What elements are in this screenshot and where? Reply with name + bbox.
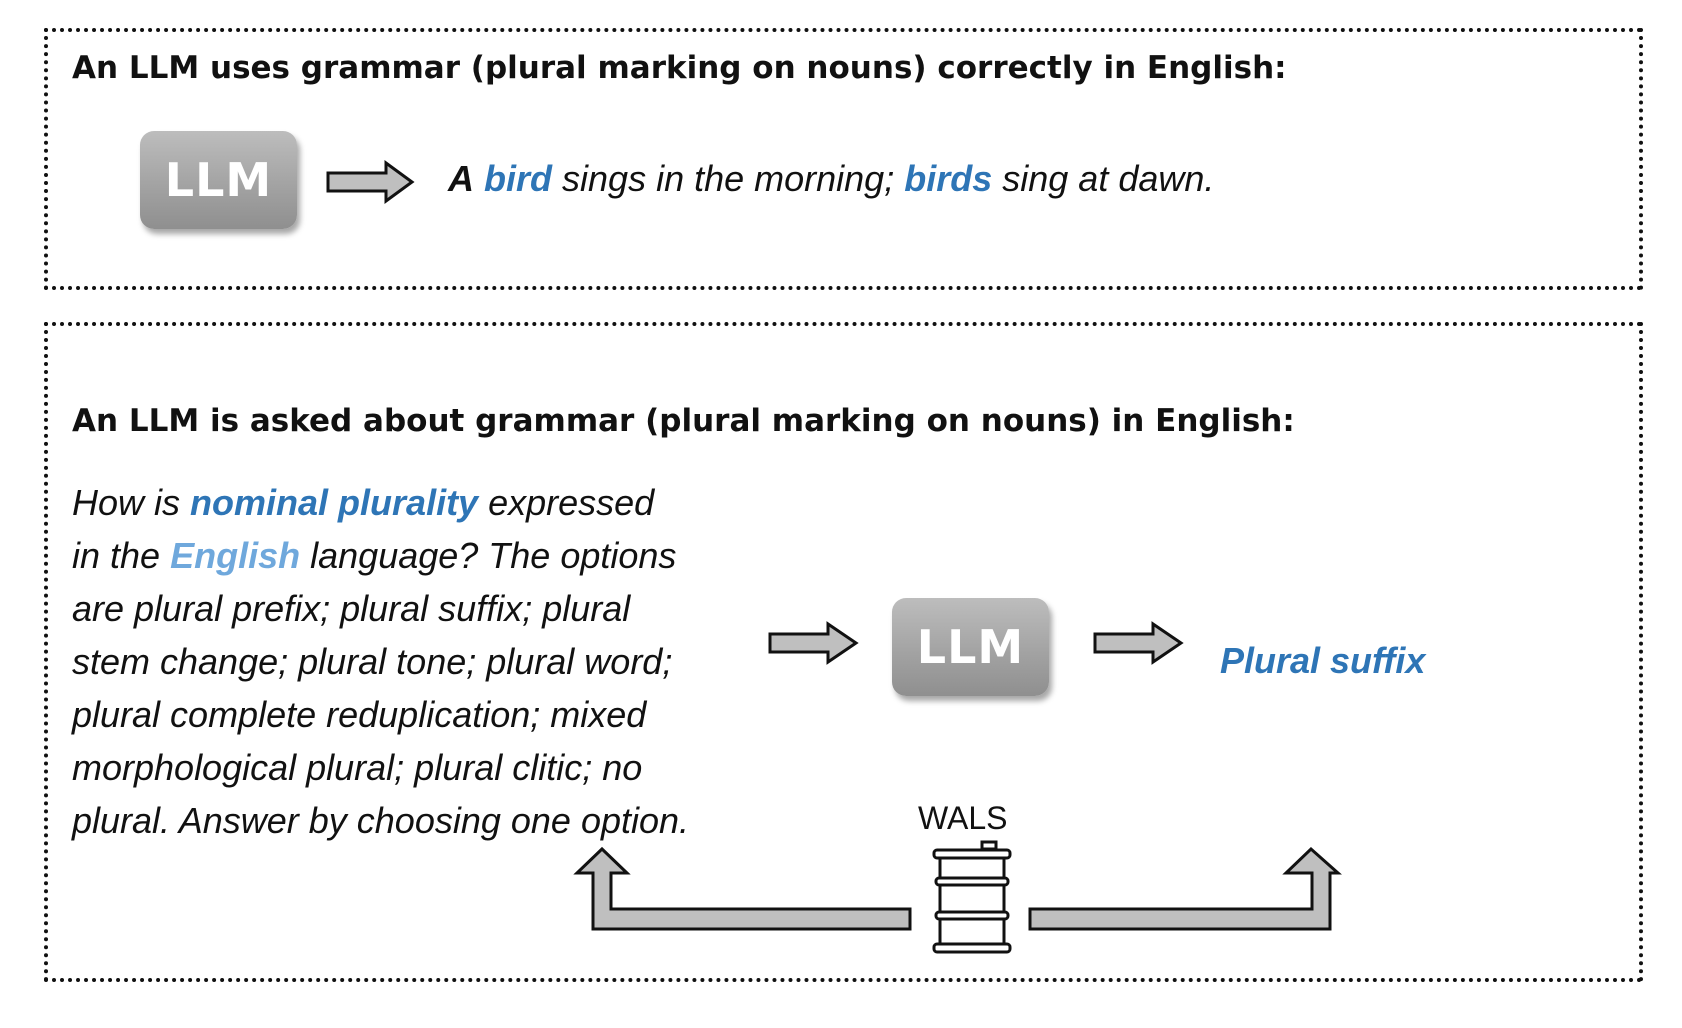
database-label: WALS (918, 800, 1008, 836)
keyword-plural: birds (904, 158, 993, 199)
question-line: plural complete reduplication; mixed (72, 694, 647, 735)
sentence-end: sing at dawn. (1002, 158, 1215, 199)
sentence-article: A (448, 158, 474, 199)
keyword-singular: bird (484, 158, 553, 199)
right-arrow-icon-top (326, 160, 416, 204)
llm-box-top: LLM (140, 131, 297, 229)
question-line: morphological plural; plural clitic; no (72, 747, 643, 788)
question-line (72, 476, 762, 529)
bent-arrow-icon-to-answer (1028, 846, 1340, 934)
database-barrel-icon (930, 840, 1014, 954)
question-line: are plural prefix; plural suffix; plural (72, 588, 631, 629)
question-line (72, 529, 762, 582)
keyword-english: English (170, 535, 301, 576)
example-sentence (448, 158, 1214, 200)
bottom-panel-heading: An LLM is asked about grammar (plural marking on nouns) in English: (72, 403, 1295, 439)
question-prompt (72, 476, 762, 847)
question-text: expressed (488, 482, 655, 523)
answer-text: Plural suffix (1220, 640, 1426, 681)
right-arrow-icon-question (768, 621, 860, 665)
bent-arrow-icon-to-question (575, 846, 915, 934)
top-panel-heading: An LLM uses grammar (plural marking on nouns) correctly in English: (72, 50, 1287, 86)
llm-box-bottom: LLM (892, 598, 1049, 696)
question-text: in the (72, 535, 161, 576)
question-line: stem change; plural tone; plural word; (72, 641, 673, 682)
sentence-middle: sings in the morning; (562, 158, 895, 199)
question-text: language? The options (310, 535, 677, 576)
question-text: How is (72, 482, 181, 523)
keyword-nominal-plurality: nominal plurality (190, 482, 479, 523)
question-line: plural. Answer by choosing one option. (72, 800, 690, 841)
right-arrow-icon-answer (1093, 621, 1185, 665)
